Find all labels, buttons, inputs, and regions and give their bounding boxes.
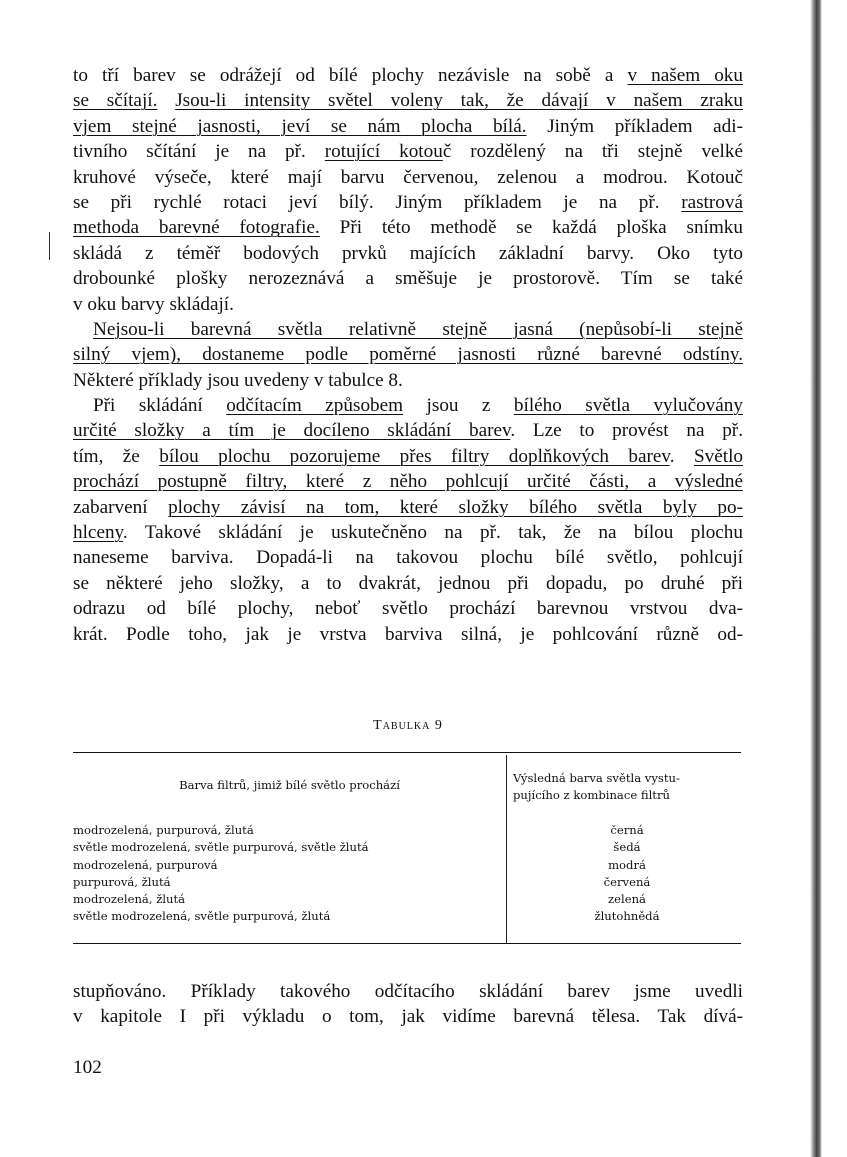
text-line [73, 165, 743, 190]
text-line [73, 444, 743, 469]
underlined-phrase: rastrová [681, 191, 743, 213]
underlined-phrase: určité složky a tím je docíleno skládání barev [73, 420, 511, 442]
underlined-phrase: Jsou-li intensity světel voleny tak, že dávají v našem zraku [175, 90, 743, 112]
margin-pencil-mark [49, 232, 50, 260]
underlined-phrase: Nejsou-li barevná světla relativně stejně jasná (nepůsobí-li stejně [93, 318, 743, 340]
text-run: naneseme barviva. Dopadá-li na takovou plochu bílé světlo, pohlcují [73, 547, 743, 569]
table-header-result-line2: pujícího z kombinace filtrů [513, 788, 670, 802]
text-run: drobounké plošky nerozeznává a směšuje je prostorově. Tím se také [73, 268, 743, 290]
text-line [73, 88, 743, 113]
text-line [73, 190, 743, 215]
table-column-result [513, 822, 741, 926]
text-run: tím, že [73, 445, 160, 467]
text-run: v oku barvy skládají. [73, 293, 234, 315]
text-run: Při skládání [93, 395, 227, 417]
text-line [73, 622, 743, 647]
underlined-phrase: se sčítají. [73, 90, 158, 112]
text-line [73, 368, 743, 393]
text-line [73, 520, 743, 545]
underlined-phrase: silný vjem), dostaneme podle poměrné jasnosti různé barevné odstíny. [73, 344, 743, 366]
text-run [157, 90, 175, 111]
table-cell-filters: světle modrozelená, světle purpurová, žlutá [73, 909, 331, 924]
underlined-phrase: rotující kotou [324, 141, 443, 163]
text-line [73, 63, 743, 88]
text-run: jsou z [403, 395, 514, 417]
table-cell-filters: modrozelená, purpurová, žlutá [73, 823, 254, 837]
text-line [73, 241, 743, 266]
text-run: to tří barev se odrážejí od bílé plochy nezávisle na sobě a [73, 65, 628, 86]
text-line [73, 342, 743, 367]
table-title: Tabulka 9 [373, 718, 443, 733]
text-line [73, 292, 743, 317]
text-line [73, 393, 743, 418]
table-cell-result: červená [603, 874, 651, 889]
table-cell-result: modrá [608, 857, 646, 872]
text-run: . Takové skládání je uskutečněno na př. tak, že na bílou plochu [122, 522, 743, 544]
text-run: č rozdělený na tři stejně velké [442, 141, 744, 163]
continued-paragraph [73, 979, 743, 1030]
table-cell-filters: světle modrozelená, světle purpurová, světle žlutá [73, 840, 369, 855]
text-line: stupňováno. Příklady takového odčítacího skládání barev jsme uvedli [73, 981, 743, 1002]
text-run: se některé jeho složky, a to dvakrát, jednou při dopadu, po druhé při [73, 572, 743, 594]
text-run: odrazu od bílé plochy, neboť světlo prochází barevnou vrstvou dva- [73, 598, 743, 620]
underlined-phrase: v našem oku [627, 65, 743, 86]
page-binding-edge [810, 0, 822, 1157]
text-line [73, 545, 743, 570]
text-line [73, 469, 743, 494]
text-run: tivního sčítání je na př. [73, 141, 325, 163]
table-cell-result: šedá [613, 840, 641, 855]
text-run: krát. Podle toho, jak je vrstva barviva silná, je pohlcování různě od- [73, 623, 743, 645]
text-line [73, 495, 743, 520]
text-run: se při rychlé rotaci jeví bílý. Jiným příkladem je na př. [73, 191, 682, 213]
text-line [73, 317, 743, 342]
text-run: Jiným příkladem adi- [526, 115, 743, 137]
table-header-result-line1: Výsledná barva světla vystu- [513, 771, 680, 785]
table-cell-filters: purpurová, žlutá [73, 874, 171, 889]
underlined-phrase: vjem stejné jasnosti, jeví se nám plocha bílá. [73, 115, 527, 137]
table-header-result [513, 770, 741, 804]
underlined-phrase: methoda barevné fotografie. [73, 217, 320, 239]
table-cell-result: žlutohnědá [594, 909, 660, 924]
underlined-phrase: plochy závisí na tom, které složky bílého světla byly po- [168, 496, 743, 518]
table-cell-result: zelená [608, 892, 646, 907]
underlined-phrase: hlceny [73, 522, 123, 544]
text-run: . [669, 445, 694, 467]
table-cell-filters: modrozelená, purpurová [73, 857, 218, 872]
table-column-filters [73, 822, 503, 926]
text-line [73, 596, 743, 621]
table-bottom-rule [73, 943, 741, 944]
underlined-phrase: Světlo [693, 445, 743, 467]
text-line [73, 215, 743, 240]
underlined-phrase: odčítacím způsobem [226, 395, 404, 417]
text-run: zabarvení [73, 496, 169, 518]
table-column-separator [506, 755, 507, 943]
text-line: v kapitole I při výkladu o tom, jak vidíme barevná tělesa. Tak dívá- [73, 1006, 743, 1028]
table-top-rule [73, 752, 741, 753]
underlined-phrase: prochází postupně filtry, které z něho pohlcují určité části, a výsledné [73, 471, 743, 493]
text-run: kruhové výseče, které mají barvu červenou, zelenou a modrou. Kotouč [73, 166, 743, 188]
text-line [73, 571, 743, 596]
text-run: Při této methodě se každá ploška snímku [319, 217, 743, 239]
underlined-phrase: bílého světla vylučovány [513, 395, 743, 417]
underlined-phrase: bílou plochu pozorujeme přes filtry doplňkových barev [159, 445, 670, 467]
text-run: . Lze to provést na př. [510, 420, 743, 442]
table-cell-filters: modrozelená, žlutá [73, 892, 186, 907]
body-paragraphs [73, 63, 743, 647]
text-line [73, 266, 743, 291]
text-line [73, 139, 743, 164]
text-line [73, 114, 743, 139]
table-header-filters: Barva filtrů, jimiž bílé světlo prochází [179, 778, 400, 792]
text-run: skládá z téměř bodových prvků majících základní barvy. Oko tyto [73, 242, 743, 264]
page-number: 102 [73, 1057, 102, 1078]
text-run: Některé příklady jsou uvedeny v tabulce 8. [73, 369, 403, 391]
table-cell-result: černá [610, 823, 644, 837]
text-line [73, 418, 743, 443]
